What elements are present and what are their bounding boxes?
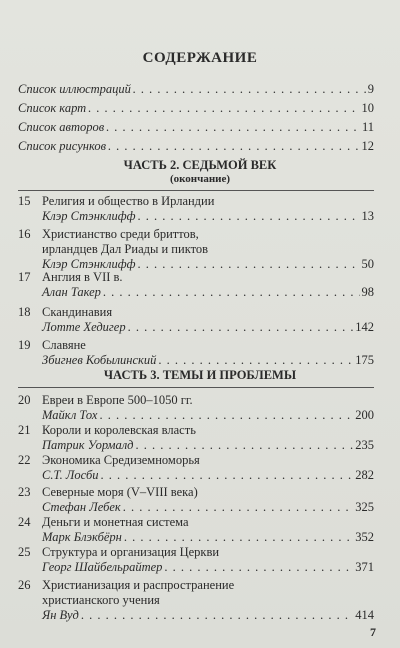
page-number: 414 bbox=[355, 608, 374, 622]
chapter-author: Ян Вуд bbox=[42, 608, 79, 622]
page-number: 200 bbox=[355, 408, 374, 422]
page-number: 325 bbox=[355, 500, 374, 514]
page-number: 10 bbox=[361, 101, 374, 115]
chapter-author: Алан Такер bbox=[42, 285, 101, 299]
front-matter-item bbox=[18, 101, 374, 116]
chapter-author: Георг Шайбельрайтер bbox=[42, 560, 163, 574]
page-number: 282 bbox=[355, 468, 374, 482]
front-matter-label: Список авторов bbox=[18, 120, 105, 134]
chapter-title: Славяне bbox=[42, 338, 86, 352]
folio-page-number: 7 bbox=[370, 625, 376, 639]
part-2-subtitle: (окончание) bbox=[169, 173, 231, 185]
page-number: 371 bbox=[355, 560, 374, 574]
chapter-author: Патрик Уормалд bbox=[42, 438, 134, 452]
chapter-title: Северные моря (V–VIII века) bbox=[42, 485, 198, 499]
chapter-author: Клэр Стэнклифф bbox=[42, 209, 136, 223]
chapter-number: 25 bbox=[18, 545, 31, 559]
leader-dots bbox=[164, 560, 353, 575]
front-matter-label: Список карт bbox=[18, 101, 87, 115]
front-matter-item bbox=[18, 82, 374, 97]
chapter-number: 18 bbox=[18, 305, 31, 319]
leader-dots bbox=[135, 438, 353, 453]
chapter-number: 15 bbox=[18, 194, 31, 208]
divider bbox=[18, 190, 374, 191]
leader-dots bbox=[137, 209, 359, 224]
chapter-title: Скандинавия bbox=[42, 305, 113, 319]
chapter-author: Марк Блэкбёрн bbox=[42, 530, 122, 544]
leader-dots bbox=[124, 530, 353, 545]
chapter-title: Короли и королевская власть bbox=[42, 423, 196, 437]
chapter-author: Майкл Тох bbox=[42, 408, 98, 422]
chapter-number: 24 bbox=[18, 515, 31, 529]
chapter-title: Деньги и монетная система bbox=[42, 515, 189, 529]
page-number: 11 bbox=[361, 120, 374, 134]
chapter-number: 17 bbox=[18, 270, 31, 284]
page-number: 235 bbox=[355, 438, 374, 452]
front-matter-item bbox=[18, 139, 374, 154]
page-title: СОДЕРЖАНИЕ bbox=[142, 50, 258, 66]
chapter-author: Стефан Лебек bbox=[42, 500, 121, 514]
chapter-title: Христианизация и распространение bbox=[42, 578, 235, 592]
front-matter-item bbox=[18, 120, 374, 135]
part-3-heading: ЧАСТЬ 3. ТЕМЫ И ПРОБЛЕМЫ bbox=[103, 368, 297, 382]
page-number: 175 bbox=[355, 353, 374, 367]
chapter-number: 20 bbox=[18, 393, 31, 407]
leader-dots bbox=[123, 500, 353, 515]
leader-dots bbox=[158, 353, 353, 368]
page-number: 98 bbox=[361, 285, 374, 299]
chapter-title: Структура и организация Церкви bbox=[42, 545, 220, 559]
page-number: 352 bbox=[355, 530, 374, 544]
chapter-author: Лотте Хедигер bbox=[42, 320, 126, 334]
chapter-number: 21 bbox=[18, 423, 31, 437]
leader-dots bbox=[133, 82, 366, 97]
page-number: 50 bbox=[361, 257, 374, 271]
chapter-number: 19 bbox=[18, 338, 31, 352]
chapter-title: Экономика Средиземноморья bbox=[42, 453, 200, 467]
chapter-title-line-2: христианского учения bbox=[42, 593, 160, 607]
leader-dots bbox=[88, 101, 359, 116]
chapter-title: Христианство среди бриттов, bbox=[42, 227, 199, 241]
page-number: 9 bbox=[367, 82, 374, 96]
leader-dots bbox=[108, 139, 359, 154]
chapter-author: Збигнев Кобылинский bbox=[42, 353, 157, 367]
chapter-author: Клэр Стэнклифф bbox=[42, 257, 136, 271]
front-matter-label: Список иллюстраций bbox=[18, 82, 131, 96]
leader-dots bbox=[81, 608, 353, 623]
chapter-author: С.Т. Лосби bbox=[42, 468, 99, 482]
chapter-title: Евреи в Европе 500–1050 гг. bbox=[42, 393, 193, 407]
chapter-title: Религия и общество в Ирландии bbox=[42, 194, 215, 208]
chapter-title: Англия в VII в. bbox=[42, 270, 123, 284]
leader-dots bbox=[106, 120, 360, 135]
chapter-number: 23 bbox=[18, 485, 31, 499]
leader-dots bbox=[101, 468, 354, 483]
chapter-number: 22 bbox=[18, 453, 31, 467]
chapter-title-line-2: ирландцев Дал Риады и пиктов bbox=[42, 242, 209, 256]
divider bbox=[18, 387, 374, 388]
leader-dots bbox=[99, 408, 353, 423]
leader-dots bbox=[128, 320, 354, 335]
page-number: 13 bbox=[361, 209, 374, 223]
leader-dots bbox=[103, 285, 360, 300]
chapter-number: 16 bbox=[18, 227, 31, 241]
front-matter-label: Список рисунков bbox=[18, 139, 107, 153]
chapter-number: 26 bbox=[18, 578, 31, 592]
page-number: 142 bbox=[355, 320, 374, 334]
part-2-heading: ЧАСТЬ 2. СЕДЬМОЙ ВЕК bbox=[123, 158, 277, 172]
page-number: 12 bbox=[361, 139, 374, 153]
